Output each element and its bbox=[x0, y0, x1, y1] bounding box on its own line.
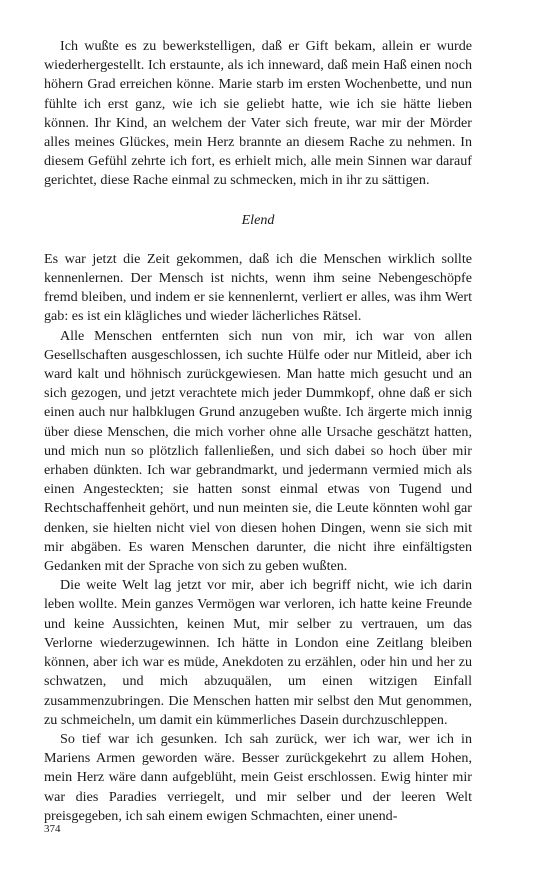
body-paragraph-2: Alle Menschen entfernten sich nun von mir, ich war von allen Gesellschaften ausgeschlossen, ich suchte Hülfe oder nur Mitleid, aber ich ward kalt und höhnisch zurückgewiesen. Man hatte mich gesucht und an sich gezogen, und jetzt verachtete mich jeder Dummkopf, ohne daß er sich einen auch nur halbklugen Grund anzugeben wußte. Ich ärgerte mich innig über diese Menschen, die mich vorher ohne alle Ursache geschätzt hatten, und mich nun so plötzlich fallenließen, und sich dabei so hoch über mir erhaben dünkten. Ich war gebrandmarkt, und jedermann vermied mich als einen Angesteckten; sie hatten sonst einmal etwas von Tugend und Rechtschaffenheit gehört, und nun meinten sie, die Leute könnten wohl gar denken, sie hielten nicht viel von diesen hohen Dingen, wenn sie sich mit mir abgäben. Es waren Menschen darunter, die nicht ihre einfältigsten Gedanken mit der Sprache von sich zu geben wußten. bbox=[44, 327, 472, 575]
body-paragraph-3: Die weite Welt lag jetzt vor mir, aber ich begriff nicht, wie ich darin leben wollte. Mein ganzes Vermögen war verloren, ich hatte keine Freunde und keine Aussichten, keinen Mut, mir selber zu vertrauen, um das Verlorne wiederzugewinnen. Ich hätte in London eine Zeitlang bleiben können, aber ich war es müde, Anekdoten zu erzählen, oder hin und her zu schwatzen, und mich abzuquälen, um einen witzigen Einfall zusammenzubringen. Die Menschen hatten mir selbst den Mut genommen, zu schmeicheln, um damit ein kümmerliches Dasein durchzuschleppen. bbox=[44, 577, 472, 728]
book-page bbox=[44, 37, 472, 826]
body-paragraph-4: So tief war ich gesunken. Ich sah zurück, wer ich war, wer ich in Mariens Armen geworden wäre. Besser zurückgekehrt zu allem Hohen, mein Herz wäre dann aufgeblüht, mein Geist erschlossen. Ewig hinter mir war dies Paradies verriegelt, und mir selber und der leeren Welt preisgegeben, ich sah einem ewigen Schmachten, einer unend- bbox=[44, 730, 472, 824]
opening-paragraph: Ich wußte es zu bewerkstelligen, daß er Gift bekam, allein er wurde wiederhergestellt. Ich erstaunte, als ich inneward, daß mein Haß einen noch höhern Grad erreichen könne. Marie starb im ersten Wochenbette, und nun fühlte ich erst ganz, wie ich sie geliebt hatte, wie ich sie hätte lieben können. Ihr Kind, an welchem der Vater sich freute, war mir der Mörder alles meines Glückes, mein Herz brannte an diesem Rache zu nehmen. In diesem Gefühl zehrte ich fort, es erhielt mich, alle mein Sinnen war darauf gerichtet, diese Rache einmal zu schmecken, mich in ihr zu sättigen. bbox=[44, 38, 472, 189]
page-number: 374 bbox=[44, 823, 61, 835]
body-paragraph-1: Es war jetzt die Zeit gekommen, daß ich die Menschen wirklich sollte kennenlernen. Der Mensch ist nichts, wenn ihm seine Nebengeschöpfe fremd bleiben, und indem er sie kennenlernt, verliert er alles, was ihm Wert gab: es ist ein klägliches und wieder lächerliches Rätsel. bbox=[44, 250, 472, 325]
section-heading: Elend bbox=[241, 211, 275, 228]
